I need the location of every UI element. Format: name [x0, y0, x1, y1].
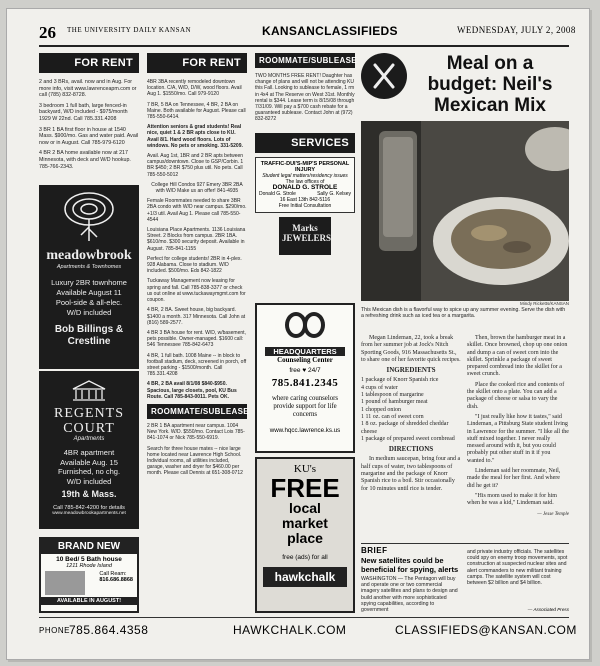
footer-rule — [39, 617, 569, 618]
classified-ad: 2 and 3 BRs, avail. now and in Aug. For more info, visit www.lawrenceapm.com or call (785) 832-8728. — [39, 79, 137, 99]
hq-url: www.hqcc.lawrence.ks.us — [269, 427, 341, 434]
roommate-header: ROOMMATE/SUBLEASE — [255, 53, 355, 68]
law-phone: 16 East 13th 842-5116 — [279, 196, 331, 203]
footer-phone: 785.864.4358 — [69, 623, 149, 637]
directions-heading: DIRECTIONS — [388, 445, 434, 454]
hawkchalk-line: place — [287, 530, 323, 546]
ingredient-item: 1 8 oz. package of shredded cheddar cheese — [361, 421, 449, 435]
brief-headline: New satellites could be beneficial for spying, alerts — [361, 556, 459, 574]
hq-tagline: where caring counselors provide support for life concerns — [271, 395, 339, 418]
hawkchalk-note: free (ads) for all — [282, 554, 328, 561]
brand-new-sub: 10 Bed/ 5 Bath house — [56, 556, 122, 563]
article-para: "I just really like how it tastes," said Lindeman, a Pittsburg State student living in Lawrence for the summer. "I like all the stuff mixed together. I never really messed around with it, but you could probably put other stuff in it if you wanted to." — [467, 413, 569, 464]
hq-hours: free ♥ 24/7 — [289, 367, 321, 374]
classified-ad: Avail. Aug 1st, 1BR and 2 BR apts between campus/downtown. Close to GSP/Corbin. 1 BR $450; 2 BR $750 plus util. No pets. Call 785-550-5012 — [147, 153, 244, 178]
hawkchalk-logo: hawkchalk — [263, 567, 347, 587]
col2 — [147, 53, 247, 481]
col3 — [255, 53, 355, 255]
headline-line: Mexican Mix — [434, 95, 546, 116]
footer-phone-label: PHONE — [39, 626, 70, 635]
meadowbrook-line: Available August 11 — [56, 288, 122, 297]
regents-call: Call 785-842-4200 for details — [53, 505, 125, 511]
brand-new-ad — [39, 537, 139, 613]
headline-line: budget: Neil's — [427, 74, 553, 95]
ingredient-item: 1 package of prepared sweet cornbread — [361, 435, 455, 442]
classified-ad: 2 BR 1 BA apartment near campus. 1004 New York. W/D. $550/mo. Contact Lois 785-841-1074 or Nick 785-550-6919. — [147, 422, 245, 442]
regents-line: Furnished, no chg. — [57, 467, 121, 476]
hq-phone: 785.841.2345 — [271, 377, 339, 389]
brand-new-phone: 816.686.8868 — [99, 577, 133, 583]
article-para: "His mom used to make it for him when he was a kid," Lindeman said. — [467, 492, 557, 507]
newspaper-page — [6, 8, 590, 660]
classified-ad: 4 BR 2 BA home available now at 217 Minnesota, with deck and W/D hookup. 785-766-2343. — [39, 150, 131, 170]
col2-roommate-ads — [147, 423, 247, 477]
col3-ad: TWO MONTHS FREE RENT! Daughter has change of plans and will not be attending KU this Fall. Looking to sublease to female, 1 rm in 4x4 at The Reserve on West 31st. Monthly rental is $344. Lease term is 8/15/08 through 7/31/09. Will pay a $700 cash rebate for a guaranteed sublease. Contact John at (972) 832-8272 — [255, 73, 355, 123]
regents-line: Available Aug. 15 — [60, 457, 118, 467]
meadowbrook-contact: Bob Billings & Crestline — [54, 324, 124, 347]
classified-ad: 3 bedroom 1 full bath, large fenced-in backyard, W/D included - $975/month 1929 W 22nd. Call 785.331.4208 — [39, 102, 128, 122]
directions-text: In medium saucepan, bring four and a half cups of water, two tablespoons of margarine and the package of Knorr Spanish rice to a boil. Stir occasionally for 10 minutes until rice is tender. — [361, 456, 461, 492]
law-person: Sally G. Kelsey — [317, 190, 351, 197]
ingredient-item: 1 tablespoon of margarine — [361, 392, 424, 399]
classified-ad: 4 BR, 2 BA. Sweet house, big backyard. $1400 a month. 317 Minnesota. Call John at (816) 589-2577. — [147, 307, 246, 326]
photo-caption: This Mexican dish is a flavorful way to spice up any summer evening. Serve the dish with a refreshing drink such as iced tea or a margarita. — [361, 307, 566, 320]
brand-new-title: BRAND NEW — [41, 539, 137, 554]
house-photo — [45, 571, 85, 595]
hawkchalk-top: KU's — [293, 463, 317, 475]
classified-ad: Perfect for college students! 2BR in 4-plex. 928 Alabama. Close to stadium. W/D included. $500/mo. Eds 842-1822 — [147, 255, 242, 275]
classified-ad: 4 BR, 2 BA avail 8/1/08 $840-$950. Spacious, large closets, pool, KU Bus Route. Call 785-843-0011. Pets OK. — [147, 381, 237, 400]
brief-label: BRIEF — [361, 546, 388, 555]
hq-name: HEADQUARTERS — [265, 347, 345, 356]
col2-ads — [147, 79, 247, 400]
law-note: Free Initial Consultation — [278, 202, 332, 209]
ingredient-item: 1 11 oz. can of sweet corn — [361, 413, 424, 420]
hawkchalk-free: FREE — [270, 473, 340, 503]
building-icon — [71, 379, 107, 401]
hq-sub: Counseling Center — [277, 356, 333, 364]
meadowbrook-line: W/D included — [66, 308, 112, 317]
law-firm: The law offices of — [285, 178, 325, 185]
for-rent-header: FOR RENT — [39, 53, 139, 73]
brief-text1: WASHINGTON — The Pentagon will buy and operate one or two commercial imagery satellites and plans to design and build another with more sophisticated spying capabilities, according to government — [361, 576, 458, 614]
photo-credit: Mindy Ricketts/KANSAN — [519, 301, 569, 306]
classified-ad: Search for three house mates -- nice large home located near Lawrence High School. Individual rooms, all utilities included, garage, washer and dryer for $460.00 per month. Please call Dennis at 651-308-0712 — [147, 445, 243, 477]
col1 — [39, 53, 139, 174]
article-byline: — Jesse Temple — [537, 511, 569, 517]
jewelers-ad — [279, 217, 331, 255]
tree-icon — [59, 189, 119, 243]
col1-ads — [39, 79, 139, 170]
law-sub: Student legal matters/residency issues — [262, 172, 348, 179]
classified-ad: 4 BR, 1 full bath. 1008 Maine -- in block to football stadium, deck, screened in porch, off street parking - $1500/month. Call 785.331.4208 — [147, 352, 247, 378]
meadowbrook-line: Luxury 2BR townhome — [51, 278, 127, 287]
footer-site-link[interactable]: HAWKCHALK.COM — [233, 623, 347, 637]
regents-sub: Apartments — [73, 436, 105, 442]
headquarters-ad — [255, 303, 355, 453]
section-title: KANSANCLASSIFIEDS — [262, 24, 398, 38]
meadowbrook-ad — [39, 185, 139, 369]
classified-ad: College Hill Condos 927 Emery 3BR 2BA with W/D Make us an offer! 841-4935 — [151, 181, 243, 195]
ingredient-item: 1 pound of hamburger meat — [361, 399, 428, 406]
classified-ad: 7 BR, 5 BA on Tennessee, 4 BR, 2 BA on Maine. Both available for August. Please call 785-550-6414. — [147, 101, 246, 121]
article-para: Place the cooked rice and contents of the skillet onto a plate. You can add a package of cheese or salsa to vary the dish. — [467, 381, 565, 410]
brand-new-bottom: AVAILABLE IN AUGUST! — [41, 597, 137, 605]
article-intro: Megan Lindeman, 22, took a break from her summer job at Jock's Nitch Sporting Goods, 916 Massachusetts St., to share one of her favorite quick recipes. — [361, 335, 461, 363]
ingredient-item: 1 package of Knorr Spanish rice — [361, 377, 439, 384]
jewelers-name: Marks JEWELERS — [282, 222, 332, 243]
brief-text2: and private industry officials. The satellites could spy on enemy troop movements, spot construction at suspected nuclear sites and alert commanders to new militant training camps. The satellite system will cost between $2 billion and $4 billion. — [467, 549, 568, 587]
regents-court-ad — [39, 371, 139, 529]
headline-line: Meal on a — [446, 53, 534, 74]
for-rent-header-2: FOR RENT — [147, 53, 247, 73]
header-rule — [39, 45, 569, 47]
classified-ad: 4 BR 3 BA house for rent. W/D, w/basement, pets possible. Owner-managed. $1600 call: 546 Tennessee 785-842-6473 — [147, 329, 246, 349]
regents-address: 19th & Mass. — [61, 489, 117, 499]
law-title: TRAFFIC-DUI'S-MIP'S PERSONAL INJURY — [260, 160, 350, 173]
regents-line: 4BR apartment — [63, 448, 115, 457]
issue-date: WEDNESDAY, JULY 2, 2008 — [457, 25, 576, 35]
page-number: 26 — [39, 23, 56, 42]
hawkchalk-ad — [255, 457, 355, 613]
regents-url: www.meadowbrookapartments.net — [52, 511, 126, 516]
photo-mexican-dish — [361, 121, 569, 301]
article-col2 — [467, 335, 569, 518]
classified-ad: Tuckaway Management now leasing for spring and fall. Call 785-838-3377 or check us out online at www.tuckawaymgmt.com for coupon. — [147, 278, 246, 304]
ingredient-item: 1 chopped onion — [361, 406, 401, 413]
paper-name: THE UNIVERSITY DAILY KANSAN — [67, 26, 192, 34]
classified-ad: Female Roommates needed to share 3BR 2BA condo with W/D near campus. $290/mo. +1/3 util. Avail Aug 1. Please call 785-550-4544 — [147, 198, 247, 223]
classified-ad: Attention seniors & grad students! Real nice, quiet 1 & 2 BR apts close to KU. Avail 8/1. Hard wood floors. Lots of windows. No pets or smoking. 331-5209. — [147, 124, 243, 149]
classified-ad: Louisiana Place Apartments. 1136 Louisiana Street. 2 Blocks from campus. 2BR 1BA. $610/mo. $300 security deposit. Available in August. 785-841-1155 — [147, 227, 246, 252]
services-header: SERVICES — [255, 133, 355, 153]
classified-ad: 3 BR 1 BA first floor in house at 1540 Mass. $900/mo. Gas and water paid. Avail now or in August. Call 785-979-6120 — [39, 126, 139, 146]
brand-new-address: 1211 Rhode Island — [66, 563, 112, 569]
faces-logo-icon — [283, 311, 327, 339]
brand-new-call-label: Call Ream: — [99, 571, 127, 577]
footer-email-link[interactable]: CLASSIFIEDS@KANSAN.COM — [395, 623, 577, 637]
regents-name: REGENTS COURT — [54, 406, 124, 436]
article-headline — [411, 53, 569, 116]
law-person: Donald G. Strole — [259, 190, 296, 197]
brief-rule — [361, 543, 569, 544]
article-para: Then, brown the hamburger meat in a skillet. Once browned, chop up one onion and dump a can of sweet corn into the skillet. Sprinkle a package of sweet prepared cornbread into the skillet for a sweet crunch. — [467, 335, 568, 378]
regents-line: W/D included — [66, 476, 112, 486]
meadowbrook-line: Pool-side & all-elec. — [55, 298, 123, 307]
law-name: DONALD G. STROLE — [272, 183, 338, 191]
ingredients-heading: INGREDIENTS — [386, 366, 436, 375]
hawkchalk-line: local — [289, 500, 321, 516]
law-office-ad — [255, 157, 355, 213]
meadowbrook-sub: Apartments & Townhomes — [56, 264, 122, 270]
food-photo — [361, 121, 569, 301]
article-col1 — [361, 335, 461, 496]
meadowbrook-name: meadowbrook — [46, 248, 132, 263]
article-para: Lindeman said her roommate, Neil, made the meal for her first. And where did he get it? — [467, 468, 561, 489]
ingredient-item: 4 cups of water — [361, 384, 398, 391]
classified-ad: 4BR 3BA recently remodeled downtown location. C/A, W/D, D/W, wood floors. Avail Aug 1. $1550/mo. Call 979-9120 — [147, 79, 242, 98]
fork-knife-icon — [361, 53, 407, 99]
hawkchalk-line: market — [282, 515, 328, 531]
brief-byline: — Associated Press — [527, 607, 569, 612]
roommate-header-col2: ROOMMATE/SUBLEASE — [147, 404, 247, 419]
